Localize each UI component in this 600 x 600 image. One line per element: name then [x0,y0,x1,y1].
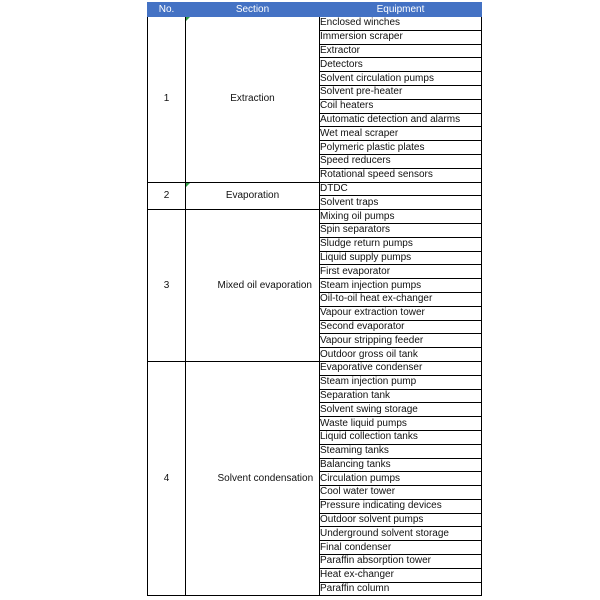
equipment-cell: Underground solvent storage [320,527,482,541]
equipment-cell: DTDC [320,182,482,196]
cell-comment-marker-icon [186,183,190,187]
section-number: 4 [148,361,186,596]
equipment-cell: Immersion scraper [320,30,482,44]
equipment-cell: Outdoor solvent pumps [320,513,482,527]
equipment-cell: Solvent pre-heater [320,85,482,99]
table-header-row [148,3,482,17]
equipment-cell: Oil-to-oil heat ex-changer [320,292,482,306]
section-name-label: Evaporation [225,189,280,201]
equipment-cell: Circulation pumps [320,472,482,486]
equipment-cell: Cool water tower [320,486,482,500]
equipment-cell: Solvent swing storage [320,403,482,417]
equipment-cell: Final condenser [320,541,482,555]
section-name-label: Solvent condensation [217,472,314,484]
equipment-cell: Separation tank [320,389,482,403]
section-name [186,210,320,362]
equipment-cell: Rotational speed sensors [320,168,482,182]
equipment-cell: Spin separators [320,223,482,237]
table-row [148,210,482,224]
equipment-cell: Paraffin absorption tower [320,555,482,569]
equipment-cell: Pressure indicating devices [320,499,482,513]
equipment-cell: Vapour stripping feeder [320,334,482,348]
table-row [148,17,482,31]
equipment-table [147,2,482,596]
equipment-cell: Outdoor gross oil tank [320,348,482,362]
header-equipment: Equipment [320,3,482,17]
equipment-cell: Liquid supply pumps [320,251,482,265]
equipment-cell: Mixing oil pumps [320,210,482,224]
equipment-cell: Detectors [320,58,482,72]
table-body [148,17,482,596]
equipment-cell: Waste liquid pumps [320,417,482,431]
section-name [186,17,320,183]
table-row [148,182,482,196]
equipment-cell: Steaming tanks [320,444,482,458]
cell-comment-marker-icon [186,17,190,21]
equipment-cell: Liquid collection tanks [320,430,482,444]
equipment-cell: Paraffin column [320,582,482,596]
equipment-cell: First evaporator [320,265,482,279]
equipment-cell: Steam injection pumps [320,279,482,293]
equipment-cell: Heat ex-changer [320,568,482,582]
equipment-cell: Second evaporator [320,320,482,334]
section-number: 1 [148,17,186,183]
equipment-cell: Enclosed winches [320,17,482,31]
table-row [148,361,482,375]
equipment-cell: Vapour extraction tower [320,306,482,320]
equipment-cell: Polymeric plastic plates [320,141,482,155]
equipment-cell: Steam injection pump [320,375,482,389]
equipment-cell: Coil heaters [320,99,482,113]
equipment-cell: Automatic detection and alarms [320,113,482,127]
section-number: 3 [148,210,186,362]
section-name [186,182,320,210]
equipment-cell: Balancing tanks [320,458,482,472]
header-section: Section [186,3,320,17]
equipment-cell: Solvent circulation pumps [320,72,482,86]
section-name-label: Extraction [230,93,275,105]
equipment-cell: Solvent traps [320,196,482,210]
equipment-cell: Sludge return pumps [320,237,482,251]
section-name [186,361,320,596]
equipment-cell: Speed reducers [320,154,482,168]
equipment-cell: Extractor [320,44,482,58]
equipment-cell: Wet meal scraper [320,127,482,141]
equipment-cell: Evaporative condenser [320,361,482,375]
section-number: 2 [148,182,186,210]
header-no: No. [148,3,186,17]
section-name-label: Mixed oil evaporation [217,279,312,291]
